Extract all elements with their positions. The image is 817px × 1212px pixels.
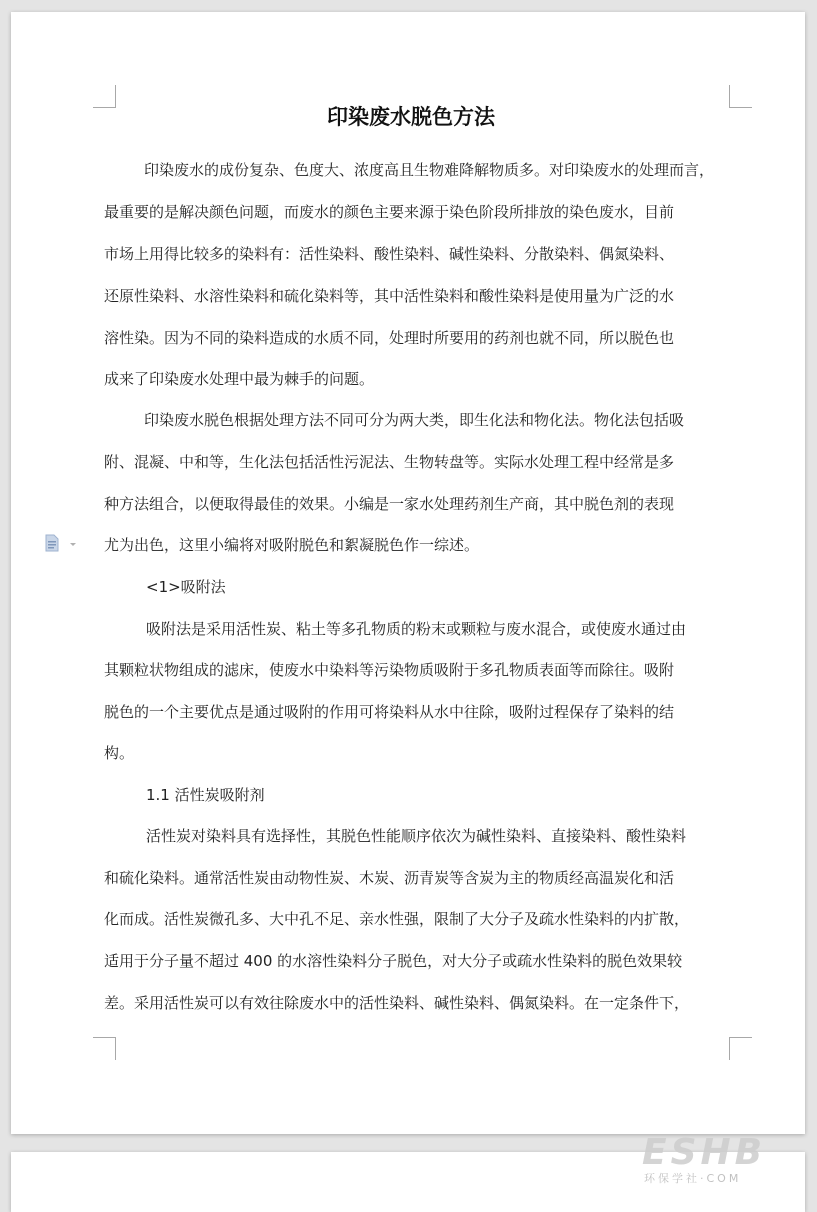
watermark-logo: ESHB [642,1132,767,1173]
document-title: 印染废水脱色方法 [327,105,495,129]
body-line: 和硫化染料。通常活性炭由动物性炭、木炭、沥青炭等含炭为主的物质经高温炭化和活 [104,869,675,887]
section-heading: <1>吸附法 [146,578,226,596]
body-line: 印染废水脱色根据处理方法不同可分为两大类，即生化法和物化法。物化法包括吸 [144,411,685,429]
watermark-subtitle: 环保学社·COM [644,1172,742,1185]
body-line: 印染废水的成份复杂、色度大、浓度高且生物难降解物质多。对印染废水的处理而言， [144,161,715,179]
body-line: 还原性染料、水溶性染料和硫化染料等，其中活性染料和酸性染料是使用量为广泛的水 [104,287,675,305]
body-line: 构。 [104,744,135,762]
document-layout-icon [44,534,80,554]
body-line: 成来了印染废水处理中最为棘手的问题。 [104,370,375,388]
subsection-heading: 1.1 活性炭吸附剂 [146,786,265,804]
body-line: 差。采用活性炭可以有效往除废水中的活性染料、碱性染料、偶氮染料。在一定条件下， [104,994,690,1012]
body-line: 种方法组合，以便取得最佳的效果。小编是一家水处理药剂生产商，其中脱色剂的表现 [104,495,675,513]
body-line: 吸附法是采用活性炭、粘土等多孔物质的粉末或颗粒与废水混合，或使废水通过由 [146,620,687,638]
chevron-down-icon [70,543,76,546]
body-line: 适用于分子量不超过 400 的水溶性染料分子脱色，对大分子或疏水性染料的脱色效果较 [104,952,683,970]
body-line: 化而成。活性炭微孔多、大中孔不足、亲水性强，限制了大分子及疏水性染料的内扩散， [104,910,690,928]
body-line: 溶性染。因为不同的染料造成的水质不同，处理时所要用的药剂也就不同，所以脱色也 [104,329,675,347]
body-line: 最重要的是解决颜色问题，而废水的颜色主要来源于染色阶段所排放的染色废水，目前 [104,203,675,221]
margin-corner-top-right [729,85,752,108]
body-line: 其颗粒状物组成的滤床，使废水中染料等污染物质吸附于多孔物质表面等而除往。吸附 [104,661,675,679]
body-line: 市场上用得比较多的染料有：活性染料、酸性染料、碱性染料、分散染料、偶氮染料、 [104,245,675,263]
paragraph-layout-button[interactable] [44,534,80,554]
margin-corner-bottom-right [729,1037,752,1060]
body-line: 脱色的一个主要优点是通过吸附的作用可将染料从水中往除，吸附过程保存了染料的结 [104,703,675,721]
next-document-page [11,1152,805,1212]
margin-corner-bottom-left [93,1037,116,1060]
body-line: 附、混凝、中和等，生化法包括活性污泥法、生物转盘等。实际水处理工程中经常是多 [104,453,675,471]
body-line: 尤为出色，这里小编将对吸附脱色和絮凝脱色作一综述。 [104,536,480,554]
body-line: 活性炭对染料具有选择性，其脱色性能顺序依次为碱性染料、直接染料、酸性染料 [146,827,687,845]
